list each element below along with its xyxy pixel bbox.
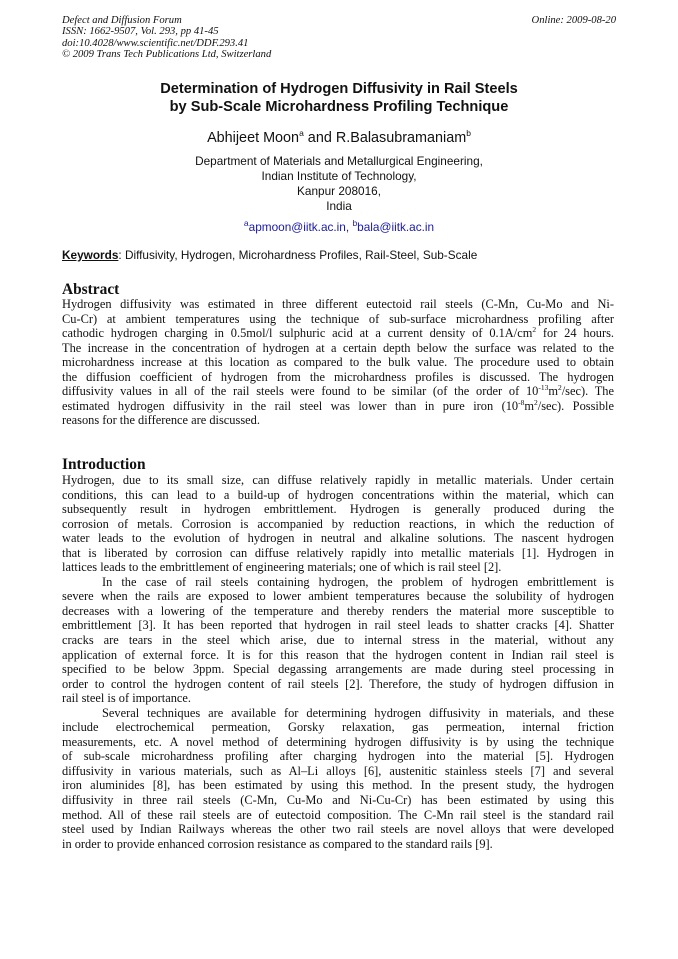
author-list <box>62 129 616 147</box>
text-line: embrittlement [3]. It has been reported that hydrogen in rail steel leads to shatter cracks [4]. Shatter <box>62 618 614 633</box>
text-line: Several techniques are available for determining hydrogen diffusivity in materials, and these <box>102 705 614 720</box>
email-link[interactable]: apmoon@iitk.ac.in <box>248 220 346 234</box>
email-mark: b <box>352 218 358 229</box>
text-line: rail steel is of importance. <box>62 691 192 706</box>
issn-line: ISSN: 1662-9507, Vol. 293, pp 41-45 <box>62 26 219 38</box>
title-line-2: by Sub-Scale Microhardness Profiling Technique <box>169 99 509 115</box>
text-line: diffusivity in various materials, such as Al–Li alloys [6], austenitic stainless steels [7] and several <box>62 763 614 778</box>
journal-name: Defect and Diffusion Forum <box>62 15 182 26</box>
copyright-line: © 2009 Trans Tech Publications Ltd, Switzerland <box>62 48 272 60</box>
text-line: Cu-Cr) at ambient temperatures using the technique of sub-surface microhardness profiling after <box>62 311 614 326</box>
affiliation-line: Kanpur 208016, <box>297 184 381 198</box>
text-line: Hydrogen diffusivity was estimated in three different eutectoid rail steels (C-Mn, Cu-Mo and Ni- <box>62 297 614 311</box>
author-affil-mark: b <box>466 128 471 139</box>
abstract-heading: Abstract <box>62 281 120 298</box>
text-line: diffusivity values in all of the rail steels were found to be similar (of the order of $10^{-13}m^2/\sec$). The <box>62 383 615 399</box>
keywords-colon: : <box>118 248 122 262</box>
text-line: conditions, this can lead to a build-up of hydrogen concentrations within the material, which can <box>62 487 614 502</box>
text-line: iron aluminides [8], has been estimated by using this method. In the present study, the hydrogen <box>62 778 614 793</box>
affiliation-line: India <box>326 199 352 213</box>
affiliation-line: Department of Materials and Metallurgical Engineering, <box>195 154 483 168</box>
author-name: Abhijeet Moon <box>207 130 300 146</box>
text-line: lattices leads to the embrittlement of engineering materials; one of which is rail steel [2]. <box>62 560 502 575</box>
author-emails <box>62 220 616 235</box>
introduction-body <box>62 473 614 851</box>
abstract-body <box>62 297 614 428</box>
paper-title <box>62 80 616 116</box>
text-line: In the case of rail steels containing hydrogen, the problem of hydrogen embrittlement is <box>102 574 614 589</box>
text-line: diffusivity in three rail steels (C-Mn, Cu-Mo and Ni-Cu-Cr) has been estimated by using this <box>62 793 614 808</box>
text-line: estimated hydrogen diffusivity in the rail steel was lower than in pure iron $(10^{-8}m^2/\sec)$. Possible <box>62 397 614 413</box>
affiliation-line: Indian Institute of Technology, <box>261 169 417 183</box>
text-line: reasons for the difference are discussed. <box>62 413 260 428</box>
email-mark: a <box>243 218 249 229</box>
online-date: Online: 2009-08-20 <box>531 15 616 26</box>
text-line: specified to be below 3ppm. Special degassing arrangements are made during steel processing in <box>62 662 614 677</box>
text-line: include electrochemical permeation, Gorsky relaxation, gas permeation, internal friction <box>62 720 614 735</box>
email-link[interactable]: bala@iitk.ac.in <box>357 220 435 234</box>
text-line: the diffusion coefficient of hydrogen from the microhardness profiles is discussed. The hydrogen <box>62 369 614 384</box>
author-affil-mark: a <box>299 128 304 139</box>
text-line: in order to provide enhanced corrosion resistance as compared to the standard rails [9]. <box>62 836 493 851</box>
text-line: microhardness increase at this location as compared to the bulk value. The procedure used to obtain <box>62 355 614 370</box>
text-line: that is liberated by corrosion can diffuse relatively rapidly into metallic materials [1]. Hydrogen in <box>62 545 614 560</box>
affiliation <box>62 154 616 214</box>
title-line-1: Determination of Hydrogen Diffusivity in Rail Steels <box>160 81 518 97</box>
email-separator: , <box>345 220 353 234</box>
introduction-heading: Introduction <box>62 456 146 473</box>
keywords-text: Diffusivity, Hydrogen, Microhardness Profiles, Rail-Steel, Sub-Scale <box>121 248 478 262</box>
text-line: of sub-scale microhardness profiling after charging hydrogen into the material [5]. Hydrogen <box>62 749 614 764</box>
journal-header <box>62 15 616 60</box>
text-line: decreases with a lowering of the temperature and thereby renders the material more susceptible to <box>62 603 614 618</box>
author-joiner: and <box>303 130 336 146</box>
text-line: method. All of these rail steels are of eutectoid composition. The C-Mn rail steel is the standard rail <box>62 807 614 822</box>
text-line: corrosion of metals. Corrosion is accompanied by reduction reactions, in which the reduction of <box>62 516 614 531</box>
text-line: water leads to the evolution of hydrogen in neutral and alkaline solutions. The nascent hydrogen <box>62 531 614 546</box>
keywords-label: Keywords <box>62 248 119 262</box>
text-line: measurements, etc. A novel method of determining hydrogen diffusivity is by using the technique <box>62 734 614 749</box>
text-line: severe when the rails are exposed to lower ambient temperatures because the solubility of hydrogen <box>62 589 614 604</box>
text-line: application of external force. It is for this reason that the hydrogen content in Indian rail steel is <box>62 647 614 662</box>
text-line: The increase in the concentration of hydrogen at a certain depth below the surface was related to the <box>62 340 614 355</box>
text-line: steel used by Indian Railways whereas the other two rail steels are novel alloys that were developed <box>62 822 614 837</box>
author-name: R.Balasubramaniam <box>335 130 467 146</box>
text-line: subsequently result in hydrogen embrittlement. Hydrogen is generally produced during the <box>62 502 614 517</box>
text-line: Hydrogen, due to its small size, can diffuse relatively rapidly in metallic materials. Under certain <box>62 473 614 487</box>
text-line: cracks are tears in the steel which arise, due to internal stress in the material, without any <box>62 633 614 648</box>
doi-line[interactable]: doi:10.4028/www.scientific.net/DDF.293.41 <box>62 37 249 49</box>
keywords-line <box>62 248 616 263</box>
text-line: cathodic hydrogen charging in 0.5mol/l sulphuric acid at a current density of $0.1A/cm^2$ for 24 hours. <box>62 324 615 341</box>
text-line: order to control the hydrogen content of rail steels [2]. Therefore, the study of hydrogen diffusion in <box>62 676 614 691</box>
